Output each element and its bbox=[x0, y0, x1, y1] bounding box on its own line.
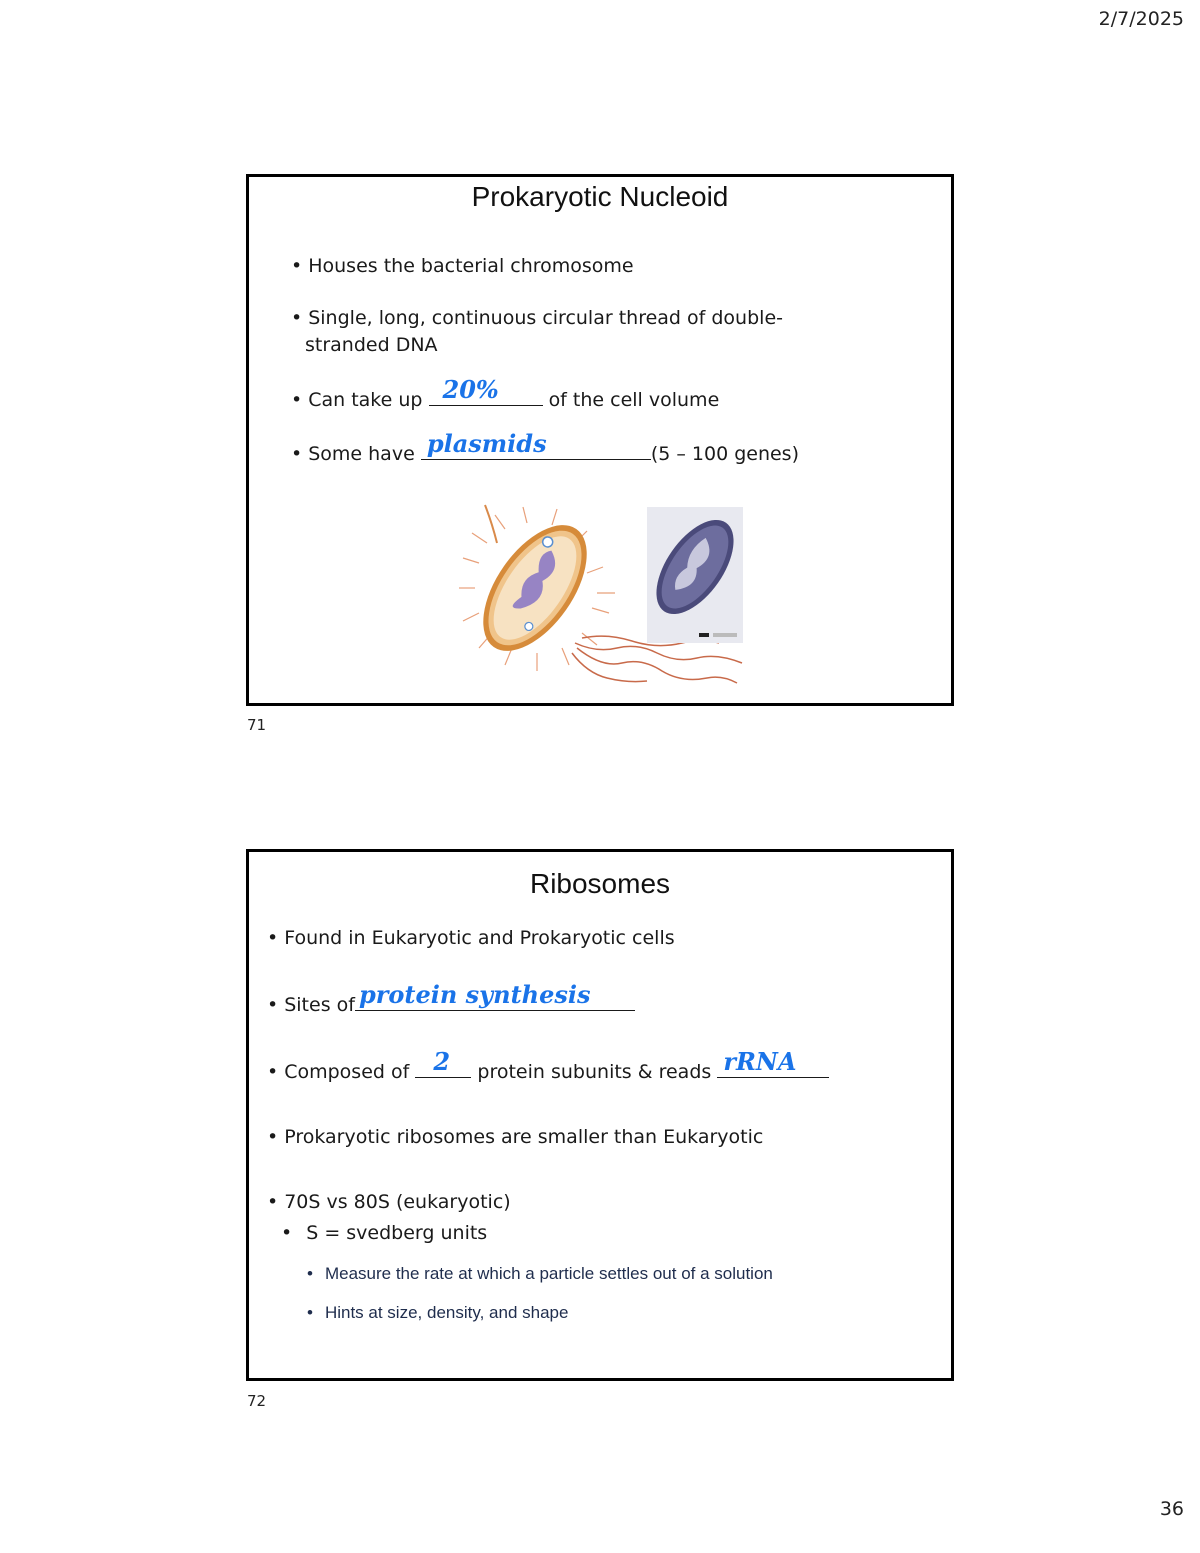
bullet-text: Hints at size, density, and shape bbox=[324, 1303, 569, 1322]
bullet-item: • Sites of protein synthesis bbox=[267, 992, 635, 1016]
bullet-text: (5 – 100 genes) bbox=[650, 443, 799, 465]
slide-ribosomes bbox=[246, 849, 954, 1381]
bullet-text: Composed of bbox=[284, 1061, 410, 1083]
slide-number: 72 bbox=[247, 1392, 267, 1410]
bullet-text-continued: stranded DNA bbox=[305, 334, 438, 356]
handwritten-answer: protein synthesis bbox=[358, 980, 591, 1009]
bullet-text: Measure the rate at which a particle settles out of a solution bbox=[324, 1264, 773, 1283]
slide-title: Prokaryotic Nucleoid bbox=[471, 181, 729, 212]
bullet-text: of the cell volume bbox=[548, 389, 720, 411]
bullet-text: 70S vs 80S (eukaryotic) bbox=[284, 1191, 511, 1213]
bullet-item: • Prokaryotic ribosomes are smaller than Eukaryotic bbox=[267, 1126, 764, 1148]
fill-in-blank bbox=[717, 1047, 829, 1078]
bullet-text: S = svedberg units bbox=[306, 1222, 488, 1244]
bullet-item: • Houses the bacterial chromosome bbox=[291, 255, 634, 277]
bullet-text: Prokaryotic ribosomes are smaller than Eukaryotic bbox=[284, 1126, 764, 1148]
handwritten-answer: 2 bbox=[433, 1047, 451, 1076]
page-number: 36 bbox=[1159, 1498, 1184, 1520]
handwritten-answer: 20% bbox=[442, 375, 499, 404]
bacterium-micrograph bbox=[647, 507, 743, 643]
slide-title: Ribosomes bbox=[529, 868, 671, 899]
bullet-text: protein subunits & reads bbox=[477, 1061, 712, 1083]
bullet-item: • Found in Eukaryotic and Prokaryotic cells bbox=[267, 927, 675, 949]
bullet-item: • Can take up 20% of the cell volume bbox=[291, 375, 720, 411]
fill-in-blank bbox=[429, 375, 543, 406]
page-date: 2/7/2025 bbox=[1098, 8, 1184, 30]
bullet-text: Found in Eukaryotic and Prokaryotic cells bbox=[284, 927, 675, 949]
sub-bullet-item: • S = svedberg units bbox=[281, 1222, 488, 1244]
sub-sub-bullet-item: • Hints at size, density, and shape bbox=[307, 1303, 569, 1322]
slide-number: 71 bbox=[247, 716, 267, 734]
fill-in-blank bbox=[421, 429, 651, 460]
sub-sub-bullet-item: • Measure the rate at which a particle settles out of a solution bbox=[307, 1264, 773, 1283]
handwritten-answer: rRNA bbox=[723, 1047, 797, 1076]
bullet-text: Houses the bacterial chromosome bbox=[308, 255, 634, 277]
slide-prokaryotic-nucleoid bbox=[246, 174, 954, 706]
bullet-text: Can take up bbox=[308, 389, 423, 411]
bullet-text: Some have bbox=[308, 443, 415, 465]
fill-in-blank bbox=[415, 1047, 471, 1078]
bullet-item: • Single, long, continuous circular thread of double- bbox=[291, 307, 783, 329]
handwritten-answer: plasmids bbox=[426, 429, 547, 458]
bullet-item: • Some have plasmids (5 – 100 genes) bbox=[291, 429, 799, 465]
bullet-text: Single, long, continuous circular thread of double- bbox=[308, 307, 783, 329]
bullet-item: • Composed of 2 protein subunits & reads rRNA bbox=[267, 1059, 829, 1083]
bullet-text: Sites of bbox=[284, 994, 355, 1016]
bullet-item: • 70S vs 80S (eukaryotic) bbox=[267, 1191, 511, 1213]
